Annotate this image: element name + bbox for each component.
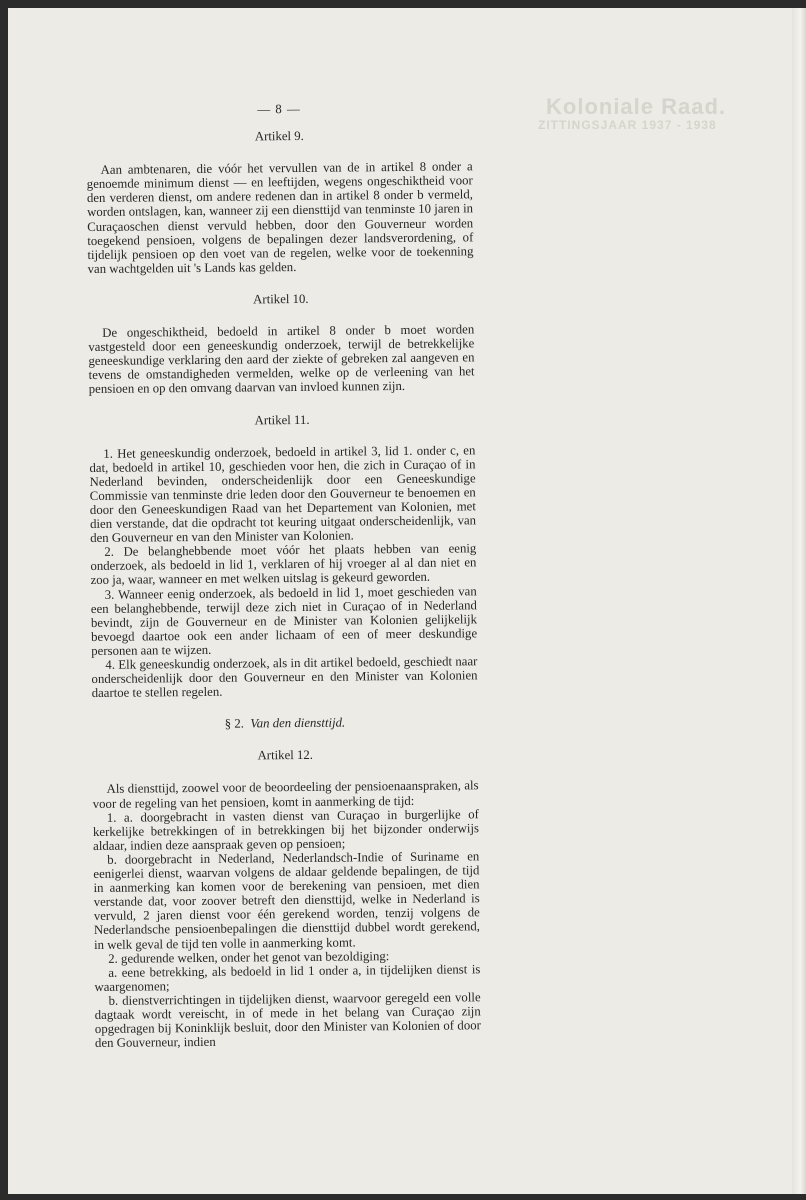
document-text bbox=[86, 100, 481, 1050]
article-11-item-4: 4. Elk geneeskundig onderzoek, als in dit artikel bedoeld, geschiedt naar onderscheidenlijk door den Gouverneur en den Minister van Kolonien daartoe te stellen regelen. bbox=[91, 654, 478, 701]
article-12-intro: Als diensttijd, zoowel voor de beoordeeling der pensioenaanspraken, als voor de regeling van het pensioen, komt in aanmerking de tijd: bbox=[92, 778, 479, 811]
article-12-item-2b: b. dienstverrichtingen in tijdelijken dienst, waarvoor geregeld een volle dagtaak wordt vereischt, in of mede in het belang van Curaçao zijn opgedragen bij Koninklijk besluit, door den Minister van Kolonien of door den Gouverneur, indien bbox=[94, 990, 481, 1051]
page-edge bbox=[792, 8, 806, 1194]
article-9-heading: Artikel 9. bbox=[254, 129, 304, 144]
article-11-item-3: 3. Wanneer eenig onderzoek, als bedoeld in lid 1, moet geschieden van een belanghebbende, terwijl deze zich niet in Curaçao of in Nederland bevindt, zijn de Gouverneur en de Minister van Kolonien gelijkelijk bevoegd daartoe ook een ander lichaam of een of meer deskundige personen aan te wijzen. bbox=[90, 583, 478, 658]
article-12-item-1b: b. doorgebracht in Nederland, Nederlandsch-Indie of Suriname en eenigerlei dienst, waarvan volgens de aldaar geldende bepalingen, de tijd in aanmerking kan komen voor de berekening van pensioen, met dien verstande dat, voor zoover betreft den diensttijd, welke in Nederland is vervuld, 2 jaren dienst voor één gerekend worden, tenzij volgens de Nederlandsche pensioenbepalingen die diensttijd dubbel wordt gerekend, in welk geval de tijd ten volle in aanmerking komt. bbox=[93, 849, 480, 952]
section-2-heading bbox=[92, 715, 478, 733]
article-12-item-2a: a. eene betrekking, als bedoeld in lid 1 onder a, in tijdelijken dienst is waargenomen; bbox=[94, 961, 481, 994]
article-11-item-2: 2. De belanghebbende moet vóór het plaats hebben van eenig onderzoek, als bedoeld in lid 1, verklaren of hij vroeger al al dan niet en zoo ja, waar, wanneer en met welken uitslag is gekeurd geworden. bbox=[90, 541, 477, 588]
article-11-item-1: 1. Het geneeskundig onderzoek, bedoeld in artikel 3, lid 1. onder c, en dat, bedoeld in artikel 10, geschieden voor hen, die zich in Curaçao of in Nederland bevinden, onderscheidenlijk door een Geneeskundige Commissie van tenminste drie leden door den Gouverneur te benoemen en door den Geneeskundigen Raad van het Departement van Kolonien, met dien verstande, dat die opdracht tot keuring uitgaat onderscheidenlijk, van den Gouverneur en van den Minister van Kolonien. bbox=[89, 442, 477, 546]
article-10-heading: Artikel 10. bbox=[253, 291, 309, 307]
article-12-heading: Artikel 12. bbox=[257, 748, 314, 763]
article-12-item-1a: 1. a. doorgebracht in vasten dienst van Curaçao in burgerlijke of kerkelijke betrekkingen of in betrekkingen bij het bijzonder onderwijs aldaar, indien deze aanspraak geven op pensioen; bbox=[92, 806, 480, 853]
article-9-text: Aan ambtenaren, die vóór het vervullen van de in artikel 8 onder a genoemde minimum dienst — en leeftijden, wegens ongeschiktheid voor den verderen dienst, om andere redenen dan in artikel 8 onder b vermeld, worden ontslagen, kan, wanneer zij een diensttijd van tenminste 10 jaren in Curaçaoschen dienst vervuld hebben, door den Gouverneur worden toegekend pensioen, volgens de bepalingen dezer landsverordening, of tijdelijk pensioen op den voet van de regelen, welke voor de toekenning van wachtgelden uit 's Lands kas gelden. bbox=[86, 159, 474, 276]
article-11-heading: Artikel 11. bbox=[254, 412, 310, 427]
document-page bbox=[8, 8, 792, 1194]
section-title: Van den diensttijd. bbox=[250, 715, 346, 731]
page-number: — 8 — bbox=[257, 101, 301, 117]
background-heading: Koloniale Raad. bbox=[546, 94, 727, 119]
article-10-text: De ongeschiktheid, bedoeld in artikel 8 onder b moet worden vastgesteld door een geneeskundig onderzoek, terwijl de betrekkelijke geneeskundige verklaring den aard der ziekte of gebreken zal aangeven en tevens de omstandigheden vermelden, welke op de verleening van het pensioen en op den omvang daarvan van invloed kunnen zijn. bbox=[88, 322, 475, 397]
background-subheading: ZITTINGSJAAR 1937 - 1938 bbox=[538, 118, 717, 132]
article-12-item-2: 2. gedurende welken, onder het genot van bezoldiging: bbox=[108, 948, 390, 966]
section-number: § 2. bbox=[224, 716, 244, 731]
